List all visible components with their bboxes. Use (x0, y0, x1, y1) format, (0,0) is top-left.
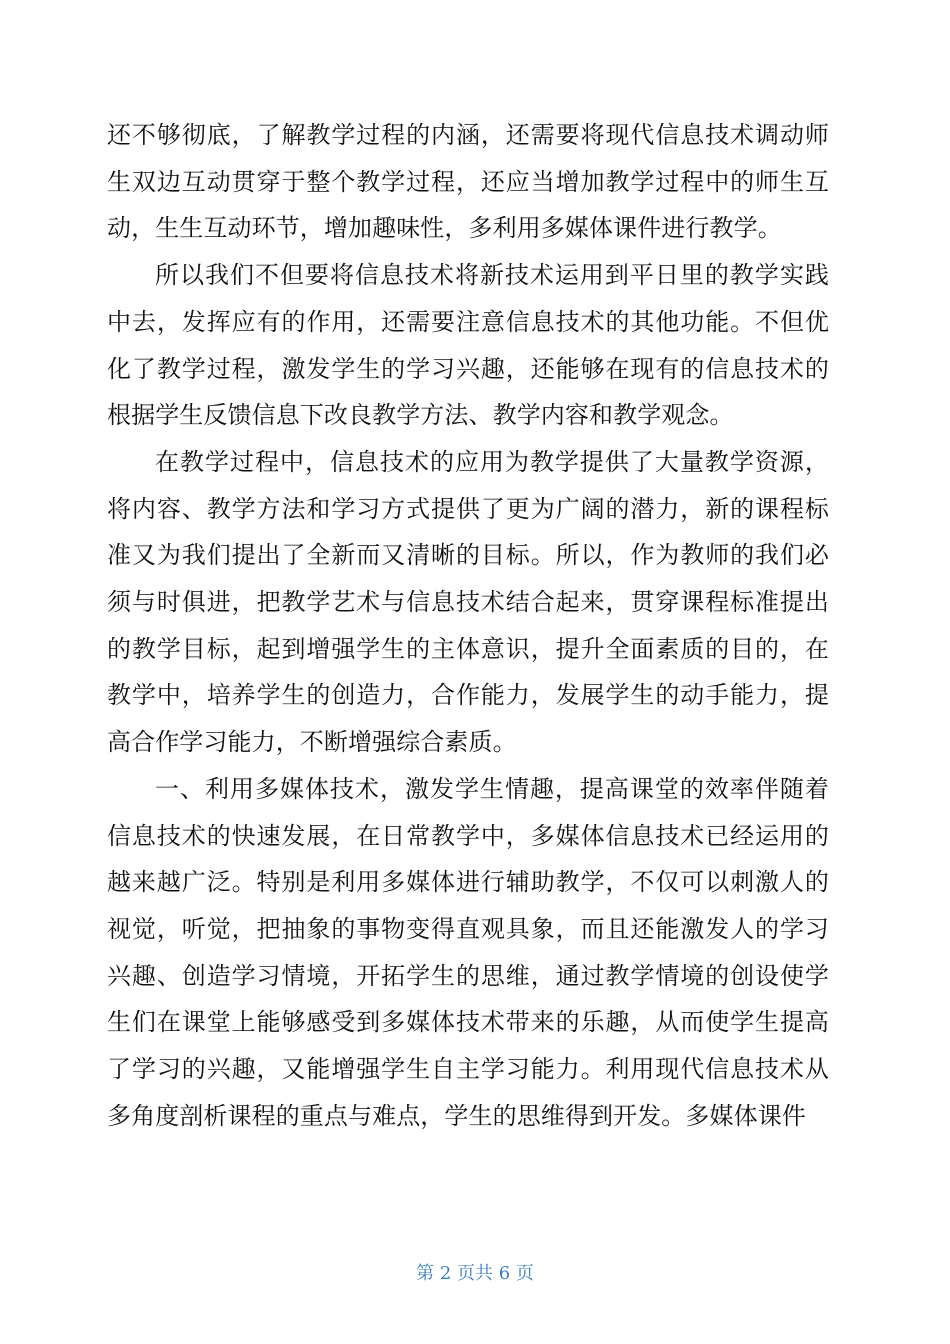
page-number-footer: 第 2 页共 6 页 (416, 1263, 534, 1284)
paragraph-2: 所以我们不但要将信息技术将新技术运用到平日里的教学实践中去，发挥应有的作用，还需要注意信息技术的其他功能。不但优化了教学过程，激发学生的学习兴趣，还能够在现有的信息技术的根据学生反馈信息下改良教学方法、教学内容和教学观念。 (107, 261, 829, 430)
paragraph-1: 还不够彻底，了解教学过程的内涵，还需要将现代信息技术调动师生双边互动贯穿于整个教学过程，还应当增加教学过程中的师生互动，生生互动环节，增加趣味性，多利用多媒体课件进行教学。 (107, 121, 829, 243)
paragraph-3: 在教学过程中，信息技术的应用为教学提供了大量教学资源，将内容、教学方法和学习方式提供了更为广阔的潜力，新的课程标准又为我们提出了全新而又清晰的目标。所以，作为教师的我们必须与时俱进，把教学艺术与信息技术结合起来，贯穿课程标准提出的教学目标，起到增强学生的主体意识，提升全面素质的目的，在教学中，培养学生的创造力，合作能力，发展学生的动手能力，提高合作学习能力，不断增强综合素质。 (107, 447, 829, 757)
paragraph-4: 一、利用多媒体技术，激发学生情趣，提高课堂的效率伴随着信息技术的快速发展，在日常教学中，多媒体信息技术已经运用的越来越广泛。特别是利用多媒体进行辅助教学，不仅可以刺激人的视觉，听觉，把抽象的事物变得直观具象，而且还能激发人的学习兴趣、创造学习情境，开拓学生的思维，通过教学情境的创设使学生们在课堂上能够感受到多媒体技术带来的乐趣，从而使学生提高了学习的兴趣，又能增强学生自主学习能力。利用现代信息技术从多角度剖析课程的重点与难点，学生的思维得到开发。多媒体课件 (107, 774, 829, 1130)
document-body (107, 112, 829, 1139)
